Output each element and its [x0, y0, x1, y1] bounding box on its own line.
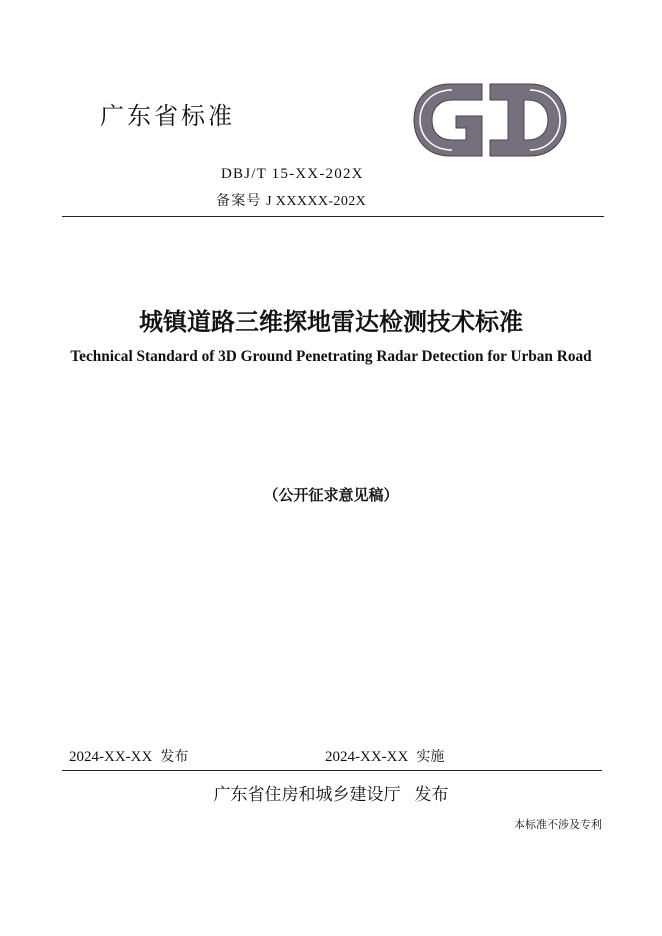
- gd-logo: [412, 82, 568, 158]
- standard-code: DBJ/T 15-XX-202X: [221, 166, 364, 182]
- publisher-name: 广东省住房和城乡建设厅: [213, 785, 401, 805]
- effective-date: 2024-XX-XX: [325, 749, 409, 765]
- draft-status-note: （公开征求意见稿）: [263, 486, 399, 504]
- issue-label: 发布: [160, 749, 189, 765]
- document-title-chinese: 城镇道路三维探地雷达检测技术标准: [139, 308, 523, 336]
- filing-value: J XXXXX-202X: [266, 194, 367, 209]
- footer-divider: [62, 770, 602, 771]
- issue-date-block: [69, 746, 188, 766]
- filing-label: 备案号: [216, 193, 262, 209]
- header-divider: [62, 216, 604, 217]
- publisher-line: [0, 780, 662, 805]
- document-title-english: Technical Standard of 3D Ground Penetrating Radar Detection for Urban Road: [70, 348, 592, 365]
- filing-number: [216, 190, 366, 210]
- standard-category: 广东省标准: [100, 102, 235, 130]
- issue-date: 2024-XX-XX: [69, 749, 153, 765]
- patent-statement: 本标准不涉及专利: [514, 818, 602, 831]
- publisher-action: 发布: [414, 785, 449, 805]
- effective-date-block: [325, 746, 444, 766]
- effective-label: 实施: [416, 749, 445, 765]
